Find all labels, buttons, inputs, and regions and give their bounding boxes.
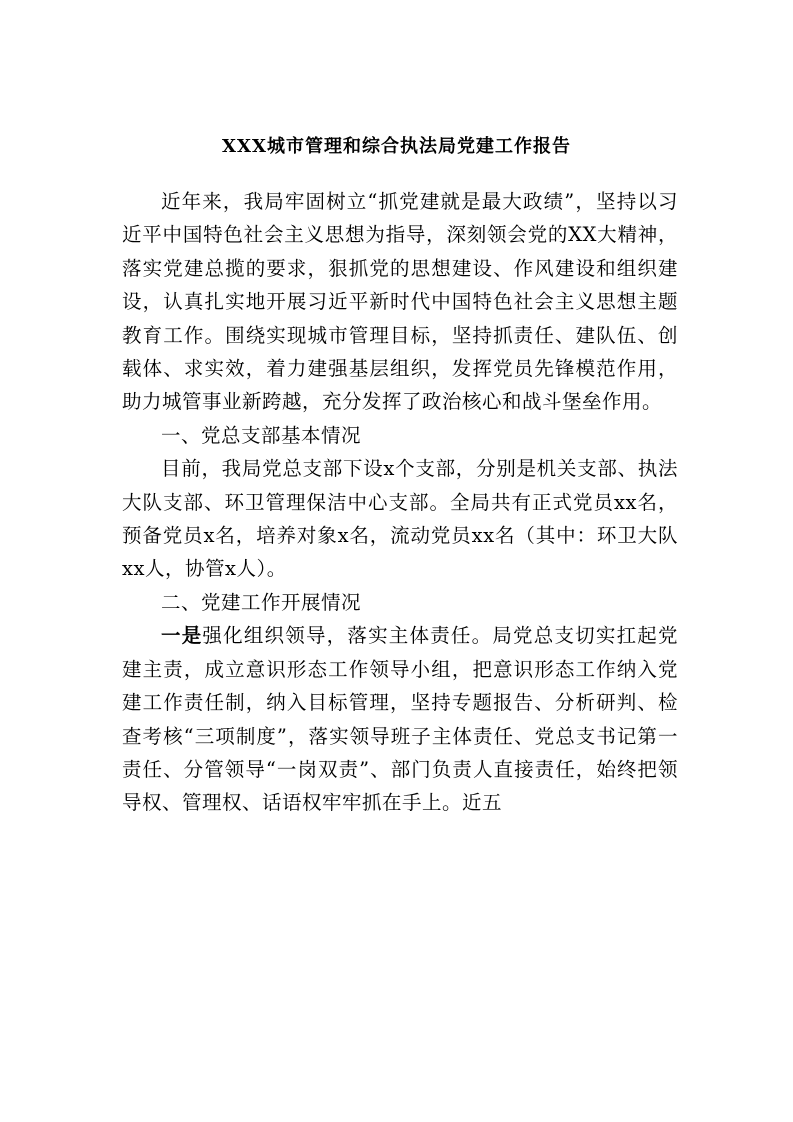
section-basic-info-paragraph: 目前，我局党总支部下设x个支部，分别是机关支部、执法大队支部、环卫管理保洁中心支部。全局共有正式党员xx名，预备党员x名，培养对象x名，流动党员xx名（其中：环卫大队xx人，协管x人）。 xyxy=(122,457,678,581)
intro-paragraph: 近年来，我局牢固树立“抓党建就是最大政绩”，坚持以习近平中国特色社会主义思想为指导，深刻领会党的XX大精神，落实党建总揽的要求，狠抓党的思想建设、作风建设和组织建设，认真扎实地开展习近平新时代中国特色社会主义思想主题教育工作。围绕实现城市管理目标，坚持抓责任、建队伍、创载体、求实效，着力建强基层组织，发挥党员先锋模范作用，助力城管事业新跨越，充分发挥了政治核心和战斗堡垒作用。 xyxy=(122,190,678,414)
work-item-lead: 一是 xyxy=(161,624,203,648)
work-item-text: 强化组织领导，落实主体责任。局党总支切实扛起党建主责，成立意识形态工作领导小组，把意识形态工作纳入党建工作责任制，纳入目标管理，坚持专题报告、分析研判、检查考核“三项制度”，落实领导班子主体责任、党总支书记第一责任、分管领导“一岗双责”、部门负责人直接责任，始终把领导权、管理权、话语权牢牢抓在手上。近五 xyxy=(122,624,678,815)
document-title: XXX城市管理和综合执法局党建工作报告 xyxy=(222,136,571,157)
document-body xyxy=(122,185,678,820)
work-item-paragraph xyxy=(122,619,678,819)
section-heading-basic-info: 一、党总支部基本情况 xyxy=(161,423,362,447)
section-heading-work-progress: 二、党建工作开展情况 xyxy=(161,590,362,614)
